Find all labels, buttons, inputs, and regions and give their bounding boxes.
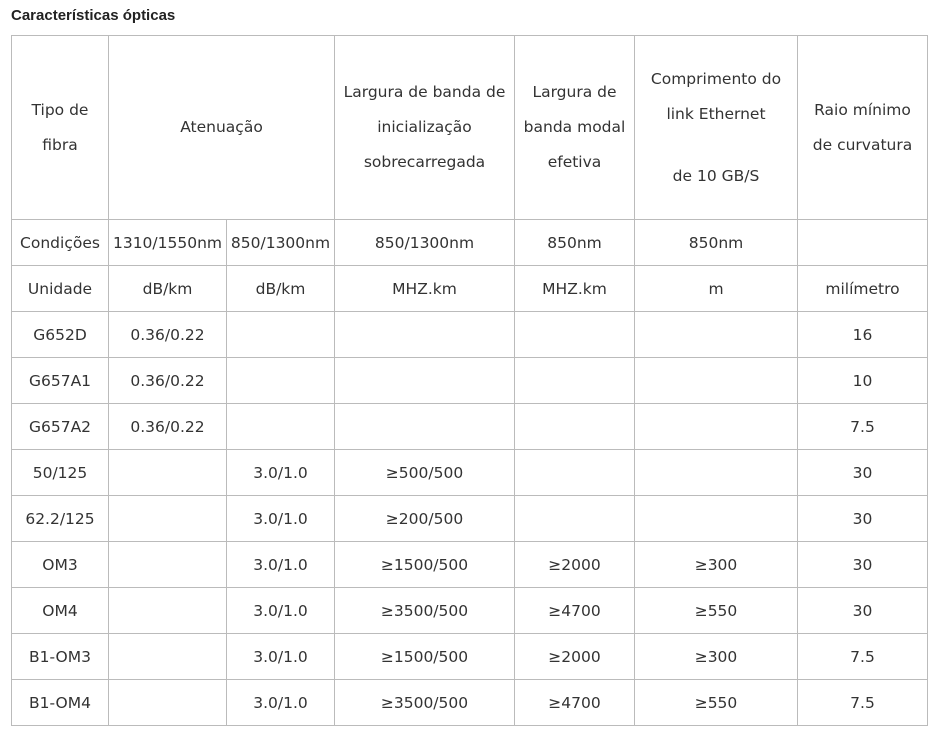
header-attenuation: Atenuação [109,36,335,220]
cell-effective-modal-bandwidth [515,358,635,404]
cell-fiber-type: G657A1 [12,358,109,404]
cell-overfilled-bandwidth: ≥3500/500 [335,680,515,726]
cell-effective-modal-bandwidth: ≥2000 [515,634,635,680]
header-effective-modal-bandwidth: Largura de banda modal efetiva [515,36,635,220]
header-min-bend-radius: Raio mínimo de curvatura [798,36,928,220]
cell-attenuation-850-1300 [227,358,335,404]
cell-fiber-type: B1-OM3 [12,634,109,680]
cell-attenuation-850-1300: 3.0/1.0 [227,588,335,634]
table-row [12,312,928,358]
header-fiber-type: Tipo de fibra [12,36,109,220]
cell-overfilled-bandwidth: ≥1500/500 [335,634,515,680]
cell-attenuation-1310-1550 [109,542,227,588]
table-row [12,680,928,726]
cell-effective-modal-bandwidth: ≥4700 [515,680,635,726]
table-row [12,404,928,450]
cell-min-bend-radius: 30 [798,450,928,496]
header-ethernet-link-line2: de 10 GB/S [672,166,760,185]
cell-ethernet-link-length: ≥550 [635,588,798,634]
cell-ethernet-link-length [635,450,798,496]
cell-fiber-type: OM3 [12,542,109,588]
table-row [12,588,928,634]
cell-fiber-type: 62.2/125 [12,496,109,542]
cell-overfilled-bandwidth: ≥1500/500 [335,542,515,588]
cell-attenuation-850-1300: 3.0/1.0 [227,542,335,588]
header-overfilled-bandwidth: Largura de banda de inicialização sobrecarregada [335,36,515,220]
cell-fiber-type: OM4 [12,588,109,634]
cell-effective-modal-bandwidth: ≥4700 [515,588,635,634]
cell-attenuation-1310-1550: 0.36/0.22 [109,404,227,450]
cell-fiber-type: G657A2 [12,404,109,450]
table-row [12,358,928,404]
cell-min-bend-radius: 7.5 [798,680,928,726]
cell-effective-modal-bandwidth [515,496,635,542]
cell-fiber-type: B1-OM4 [12,680,109,726]
cell-attenuation-1310-1550 [109,588,227,634]
cell-min-bend-radius: 16 [798,312,928,358]
cell-attenuation-850-1300 [227,404,335,450]
cell-attenuation-850-1300 [227,312,335,358]
cell-ethernet-link-length: ≥550 [635,680,798,726]
cell-attenuation-1310-1550 [109,496,227,542]
cell-attenuation-850-1300: dB/km [227,266,335,312]
cell-fiber-type: 50/125 [12,450,109,496]
cell-min-bend-radius: 30 [798,588,928,634]
section-title: Características ópticas [11,7,176,24]
optical-characteristics-table [11,35,928,726]
cell-attenuation-850-1300: 3.0/1.0 [227,450,335,496]
conditions-row [12,220,928,266]
cell-fiber-type: Unidade [12,266,109,312]
cell-ethernet-link-length [635,496,798,542]
cell-attenuation-850-1300: 3.0/1.0 [227,634,335,680]
cell-overfilled-bandwidth [335,358,515,404]
cell-ethernet-link-length: ≥300 [635,542,798,588]
cell-overfilled-bandwidth: MHZ.km [335,266,515,312]
cell-ethernet-link-length: m [635,266,798,312]
cell-ethernet-link-length: 850nm [635,220,798,266]
cell-min-bend-radius: 30 [798,542,928,588]
cell-attenuation-1310-1550: 0.36/0.22 [109,312,227,358]
cell-overfilled-bandwidth: ≥3500/500 [335,588,515,634]
cell-attenuation-1310-1550: 1310/1550nm [109,220,227,266]
cell-overfilled-bandwidth: ≥200/500 [335,496,515,542]
table-row [12,496,928,542]
table-row [12,542,928,588]
cell-ethernet-link-length [635,358,798,404]
cell-attenuation-1310-1550 [109,450,227,496]
cell-min-bend-radius: 10 [798,358,928,404]
cell-attenuation-1310-1550 [109,680,227,726]
cell-overfilled-bandwidth [335,312,515,358]
table-row [12,450,928,496]
cell-overfilled-bandwidth: ≥500/500 [335,450,515,496]
table-row [12,634,928,680]
cell-min-bend-radius [798,220,928,266]
header-row [12,36,928,220]
cell-effective-modal-bandwidth [515,404,635,450]
cell-effective-modal-bandwidth [515,450,635,496]
cell-attenuation-1310-1550: dB/km [109,266,227,312]
cell-effective-modal-bandwidth: MHZ.km [515,266,635,312]
cell-effective-modal-bandwidth [515,312,635,358]
cell-effective-modal-bandwidth: ≥2000 [515,542,635,588]
cell-min-bend-radius: 7.5 [798,634,928,680]
cell-fiber-type: G652D [12,312,109,358]
cell-attenuation-1310-1550 [109,634,227,680]
unit-row [12,266,928,312]
cell-attenuation-850-1300: 3.0/1.0 [227,680,335,726]
cell-effective-modal-bandwidth: 850nm [515,220,635,266]
cell-overfilled-bandwidth [335,404,515,450]
cell-ethernet-link-length: ≥300 [635,634,798,680]
header-ethernet-link-length [635,36,798,220]
cell-min-bend-radius: 7.5 [798,404,928,450]
cell-overfilled-bandwidth: 850/1300nm [335,220,515,266]
cell-ethernet-link-length [635,312,798,358]
cell-attenuation-1310-1550: 0.36/0.22 [109,358,227,404]
cell-attenuation-850-1300: 3.0/1.0 [227,496,335,542]
cell-fiber-type: Condições [12,220,109,266]
cell-attenuation-850-1300: 850/1300nm [227,220,335,266]
cell-min-bend-radius: 30 [798,496,928,542]
cell-min-bend-radius: milímetro [798,266,928,312]
header-ethernet-link-line1: Comprimento do link Ethernet [650,69,782,123]
cell-ethernet-link-length [635,404,798,450]
